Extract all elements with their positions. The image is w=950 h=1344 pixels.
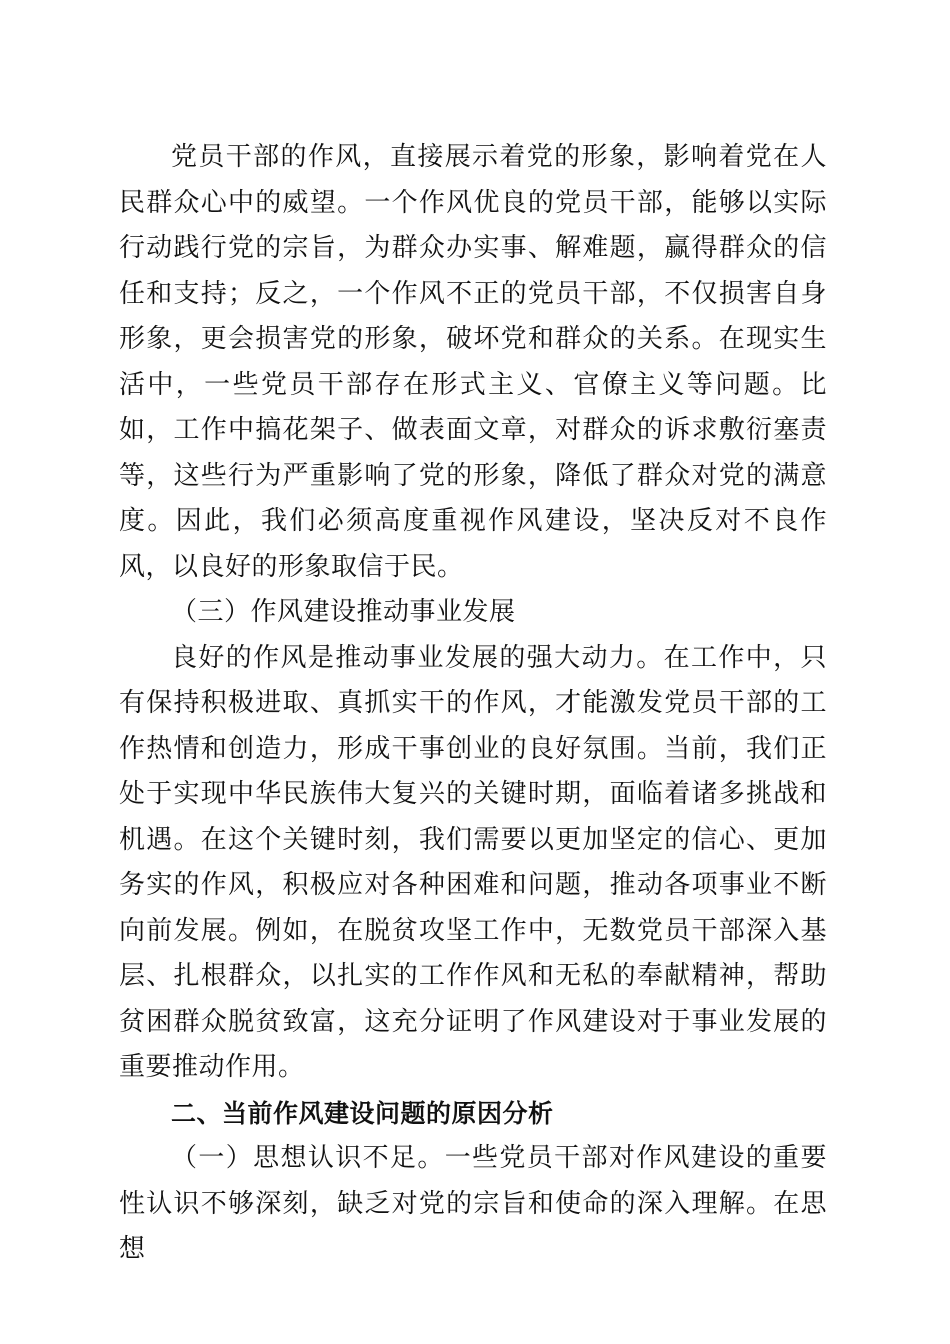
- subheading-career-development: （三）作风建设推动事业发展: [171, 597, 516, 627]
- paragraph-ideological-awareness: （一）思想认识不足。一些党员干部对作风建设的重要性认识不够深刻，缺乏对党的宗旨和使命的深入理解。在思想: [119, 1143, 827, 1264]
- section-heading-cause-analysis: 二、当前作风建设问题的原因分析: [171, 1098, 554, 1128]
- document-body: [119, 135, 827, 1273]
- paragraph-party-image: 党员干部的作风，直接展示着党的形象，影响着党在人民群众心中的威望。一个作风优良的党员干部，能够以实际行动践行党的宗旨，为群众办实事、解难题，赢得群众的信任和支持；反之，一个作风不正的党员干部，不仅损害自身形象，更会损害党的形象，破坏党和群众的关系。在现实生活中，一些党员干部存在形式主义、官僚主义等问题。比如，工作中搞花架子、做表面文章，对群众的诉求敷衍塞责等，这些行为严重影响了党的形象，降低了群众对党的满意度。因此，我们必须高度重视作风建设，坚决反对不良作风，以良好的形象取信于民。: [119, 142, 827, 582]
- paragraph-career-development: 良好的作风是推动事业发展的强大动力。在工作中，只有保持积极进取、真抓实干的作风，才能激发党员干部的工作热情和创造力，形成干事创业的良好氛围。当前，我们正处于实现中华民族伟大复兴的关键时期，面临着诸多挑战和机遇。在这个关键时刻，我们需要以更加坚定的信心、更加务实的作风，积极应对各种困难和问题，推动各项事业不断向前发展。例如，在脱贫攻坚工作中，无数党员干部深入基层、扎根群众，以扎实的工作作风和无私的奉献精神，帮助贫困群众脱贫致富，这充分证明了作风建设对于事业发展的重要推动作用。: [119, 642, 827, 1082]
